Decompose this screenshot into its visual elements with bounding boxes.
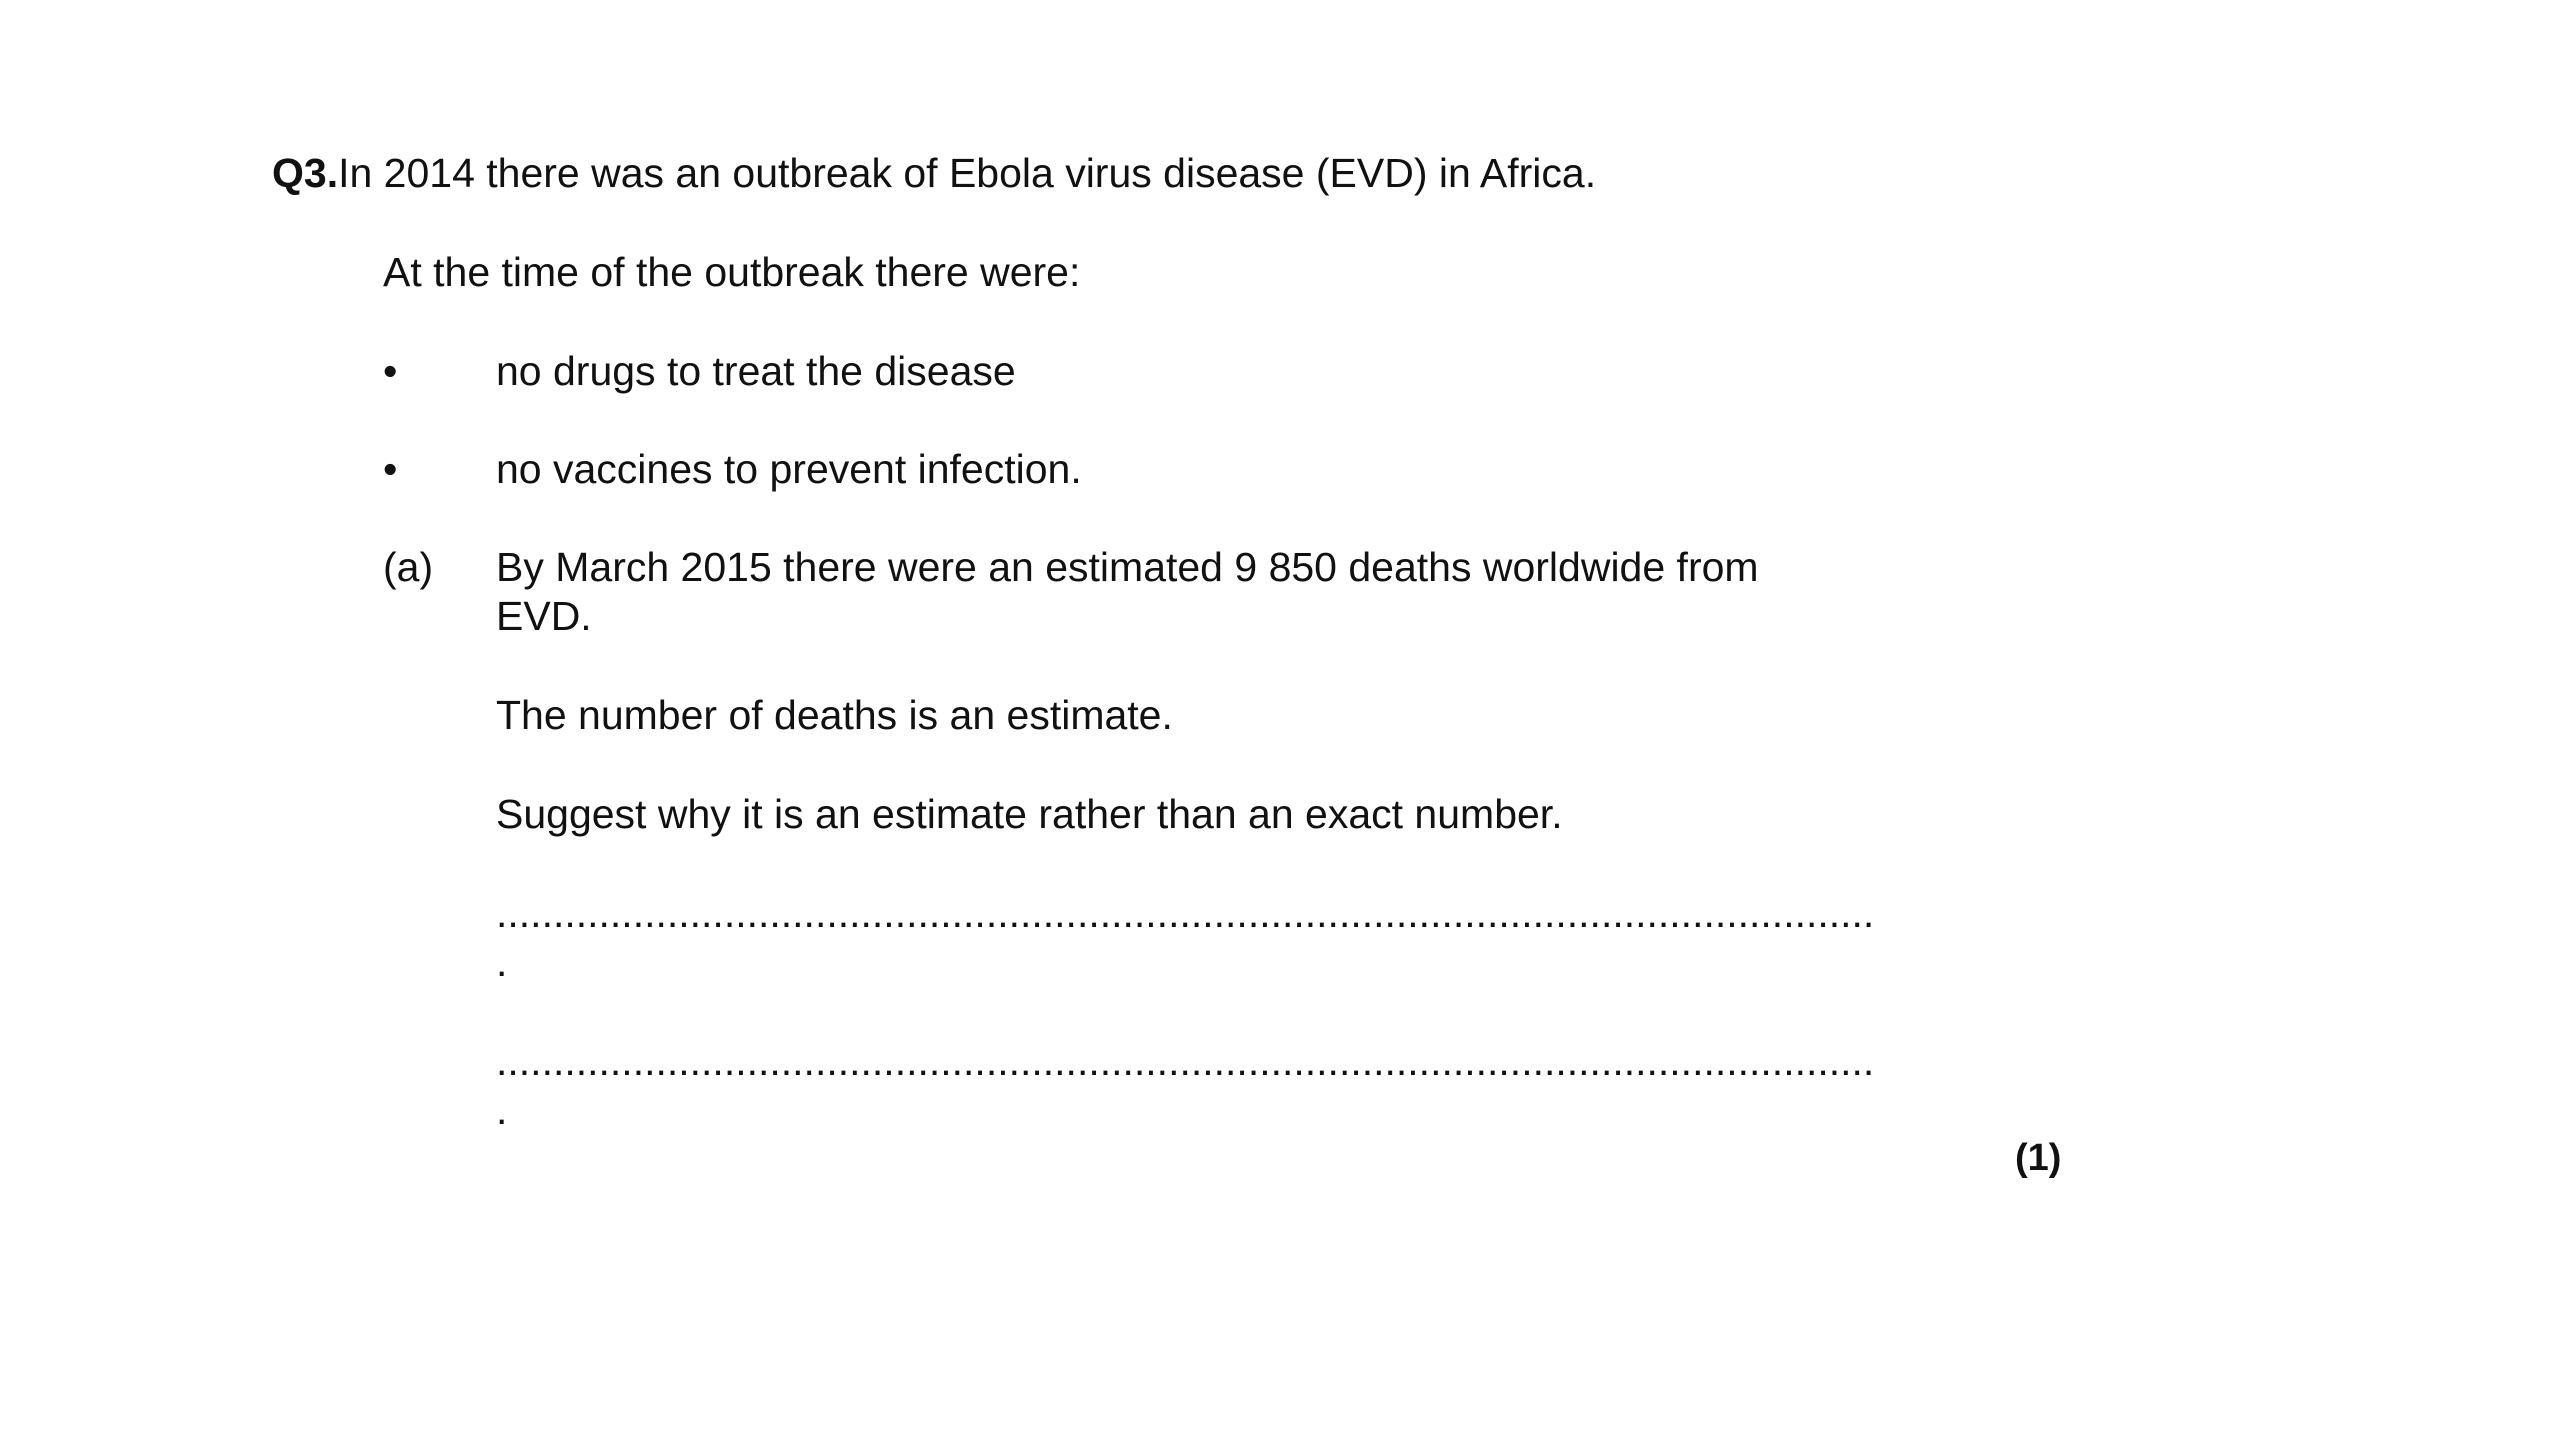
answer-line[interactable]: ......................................................................................................................... [496, 890, 1875, 936]
bullet-icon: • [383, 446, 398, 492]
question-number: Q3. [272, 150, 339, 196]
answer-line-tail: . [496, 939, 508, 985]
part-text-line-2: EVD. [496, 593, 592, 639]
bullet-icon: • [383, 348, 398, 394]
question-intro: In 2014 there was an outbreak of Ebola virus disease (EVD) in Africa. [338, 150, 1597, 196]
marks-label: (1) [2015, 1137, 2062, 1179]
part-statement: The number of deaths is an estimate. [496, 692, 1173, 738]
bullet-text: no drugs to treat the disease [496, 348, 1016, 394]
answer-line-tail: . [496, 1087, 508, 1133]
answer-line[interactable]: ......................................................................................................................... [496, 1038, 1875, 1084]
bullet-text: no vaccines to prevent infection. [496, 446, 1082, 492]
question-context: At the time of the outbreak there were: [383, 249, 1081, 295]
part-label: (a) [383, 544, 434, 590]
question-header [272, 148, 1596, 198]
part-text-line-1: By March 2015 there were an estimated 9 850 deaths worldwide from [496, 544, 1759, 590]
part-prompt: Suggest why it is an estimate rather than an exact number. [496, 791, 1563, 837]
